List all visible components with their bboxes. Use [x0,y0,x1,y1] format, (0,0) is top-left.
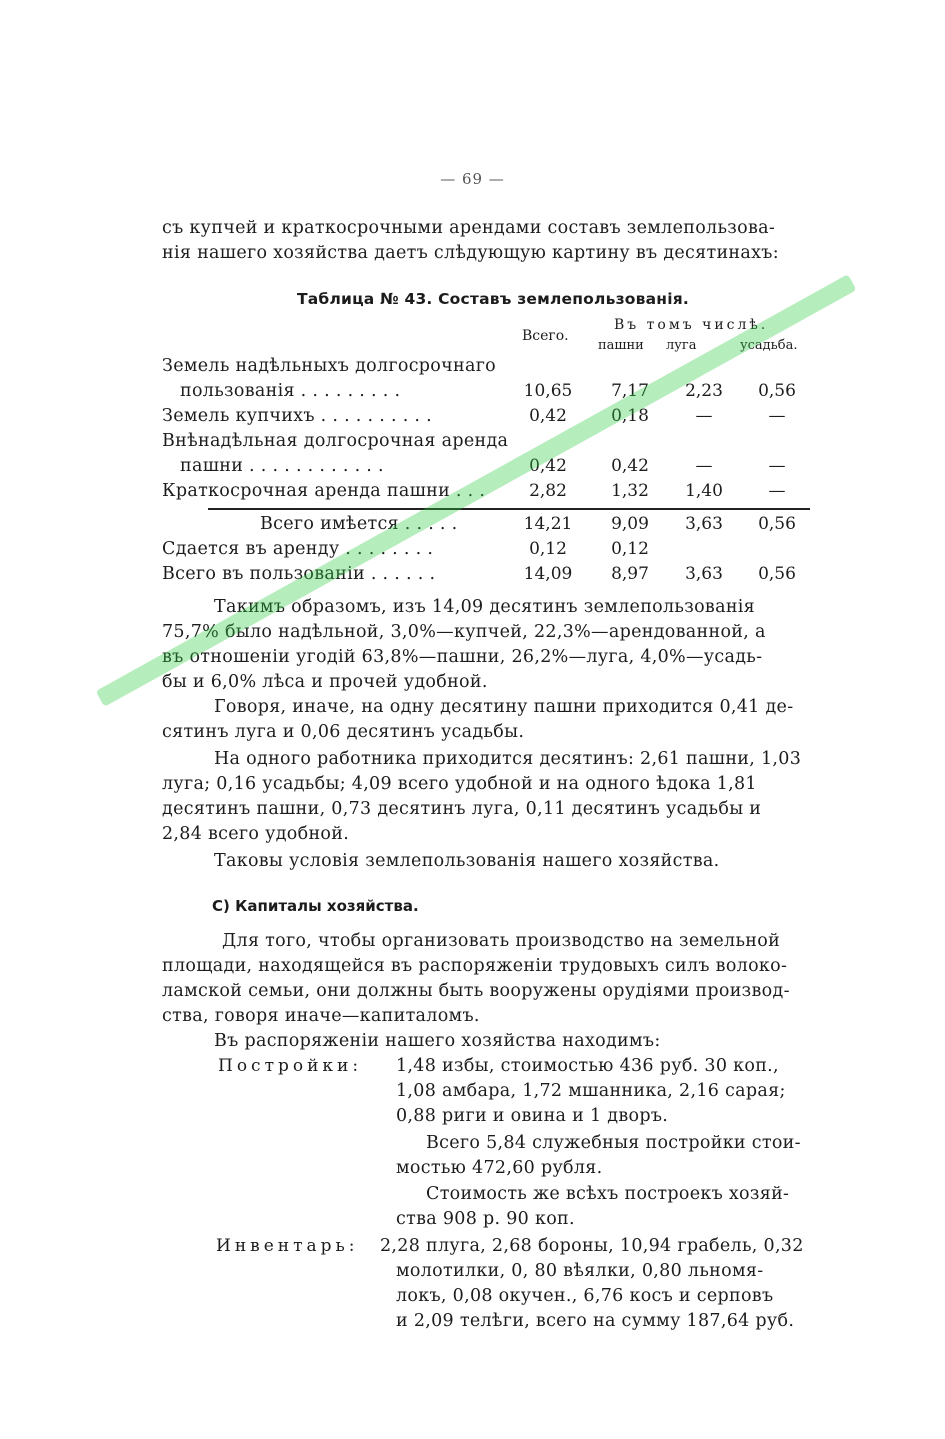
table-cell-arable: 0,18 [611,406,649,426]
table-cell-meadow: — [695,406,713,426]
paragraph-line: десятинъ пашни, 0,73 десятинъ луга, 0,11 десятинъ усадьбы и [162,799,762,819]
paragraph-line: сятинъ луга и 0,06 десятинъ усадьбы. [162,722,525,742]
table-cell-arable: 0,42 [611,456,649,476]
table-row-label: Краткосрочная аренда пашни . . . [162,481,486,501]
inventory-line: 2,28 плуга, 2,68 бороны, 10,94 грабель, 0,32 [380,1236,804,1256]
table-cell-meadow: — [695,456,713,476]
table-row-label: Внѣнадѣльная долгосрочная аренда [162,431,509,451]
table-cell-homestead: 0,56 [758,564,796,584]
paragraph-line: ламской семьи, они должны быть вооружены орудіями производ- [162,981,790,1001]
buildings-line: 0,88 риги и овина и 1 дворъ. [396,1106,669,1126]
buildings-subtotal-line: Всего 5,84 служебныя постройки стои- [426,1133,801,1153]
paragraph-line: Говоря, иначе, на одну десятину пашни приходится 0,41 де- [214,697,794,717]
table-cell-total: 14,21 [523,514,573,534]
paragraph-line: Такимъ образомъ, изъ 14,09 десятинъ землепользованія [214,597,756,617]
table-cell-total: 14,09 [523,564,573,584]
table-cell-homestead: — [768,406,786,426]
table-cell-meadow: 3,63 [685,564,723,584]
table-row-label: Земель купчихъ . . . . . . . . . . [162,406,433,426]
table-cell-total: 2,82 [529,481,567,501]
table-cell-meadow: 2,23 [685,381,723,401]
table-header-total: Всего. [522,328,569,344]
table-row-label: Всего имѣется . . . . . [260,514,458,534]
table-cell-total: 0,12 [529,539,567,559]
paragraph-line: бы и 6,0% лѣса и прочей удобной. [162,672,488,692]
table-row-label: Сдается въ аренду . . . . . . . . [162,539,434,559]
table-row-label: Всего въ пользованіи . . . . . . [162,564,436,584]
table-cell-homestead: 0,56 [758,514,796,534]
intro-line-2: нія нашего хозяйства даетъ слѣдующую картину въ десятинахъ: [162,243,779,263]
paragraph-line: луга; 0,16 усадьбы; 4,09 всего удобной и на одного ѣдока 1,81 [162,774,757,794]
inventory-line: локъ, 0,08 окучен., 6,76 косъ и серповъ [396,1286,774,1306]
table-row-label: пользованія . . . . . . . . . [180,381,401,401]
inventory-label: Инвентарь: [216,1236,359,1256]
table-cell-total: 10,65 [523,381,573,401]
buildings-total-line: Стоимость же всѣхъ построекъ хозяй- [426,1184,790,1204]
buildings-total-line: ства 908 р. 90 коп. [396,1209,575,1229]
table-cell-total: 0,42 [529,456,567,476]
buildings-subtotal-line: мостью 472,60 рубля. [396,1158,603,1178]
paragraph-line: въ отношеніи угодій 63,8%—пашни, 26,2%—луга, 4,0%—усадь- [162,647,763,667]
inventory-line: молотилки, 0, 80 вѣялки, 0,80 льномя- [396,1261,764,1281]
table-cell-arable: 0,12 [611,539,649,559]
table-cell-arable: 1,32 [611,481,649,501]
table-cell-homestead: — [768,456,786,476]
buildings-label: Постройки: [218,1056,363,1076]
table-total-rule [208,508,810,510]
paragraph-line: Въ распоряженіи нашего хозяйства находимъ: [214,1031,661,1051]
table-row-label: Земель надѣльныхъ долгосрочнаго [162,356,497,376]
section-heading: С) Капиталы хозяйства. [212,897,419,915]
table-cell-total: 0,42 [529,406,567,426]
intro-line-1: съ купчей и краткосрочными арендами составъ землепользова- [162,218,776,238]
paragraph-line: площади, находящейся въ распоряженіи трудовыхъ силъ волоко- [162,956,788,976]
table-cell-meadow: 3,63 [685,514,723,534]
page-number: — 69 — [440,170,505,188]
table-cell-arable: 9,09 [611,514,649,534]
paragraph-line: 2,84 всего удобной. [162,824,350,844]
table-cell-arable: 7,17 [611,381,649,401]
buildings-line: 1,08 амбара, 1,72 мшанника, 2,16 сарая; [396,1081,786,1101]
table-row-label: пашни . . . . . . . . . . . . [180,456,384,476]
table-header-col-homestead: усадьба. [740,338,798,353]
table-cell-homestead: 0,56 [758,381,796,401]
paragraph-line: 75,7% было надѣльной, 3,0%—купчей, 22,3%—арендованной, а [162,622,766,642]
buildings-line: 1,48 избы, стоимостью 436 руб. 30 коп., [396,1056,779,1076]
table-header-group: Въ томъ числѣ. [614,317,769,333]
paragraph-line: На одного работника приходится десятинъ: 2,61 пашни, 1,03 [214,749,802,769]
table-header-col-meadow: луга [666,338,697,353]
paragraph-line: Таковы условія землепользованія нашего хозяйства. [214,851,720,871]
table-title: Таблица № 43. Составъ землепользованія. [297,290,689,308]
table-header-col-arable: пашни [598,338,644,353]
table-cell-homestead: — [768,481,786,501]
paragraph-line: ства, говоря иначе—капиталомъ. [162,1006,480,1026]
paragraph-line: Для того, чтобы организовать производство на земельной [222,931,781,951]
table-cell-meadow: 1,40 [685,481,723,501]
table-cell-arable: 8,97 [611,564,649,584]
inventory-line: и 2,09 телѣги, всего на сумму 187,64 руб. [396,1311,795,1331]
